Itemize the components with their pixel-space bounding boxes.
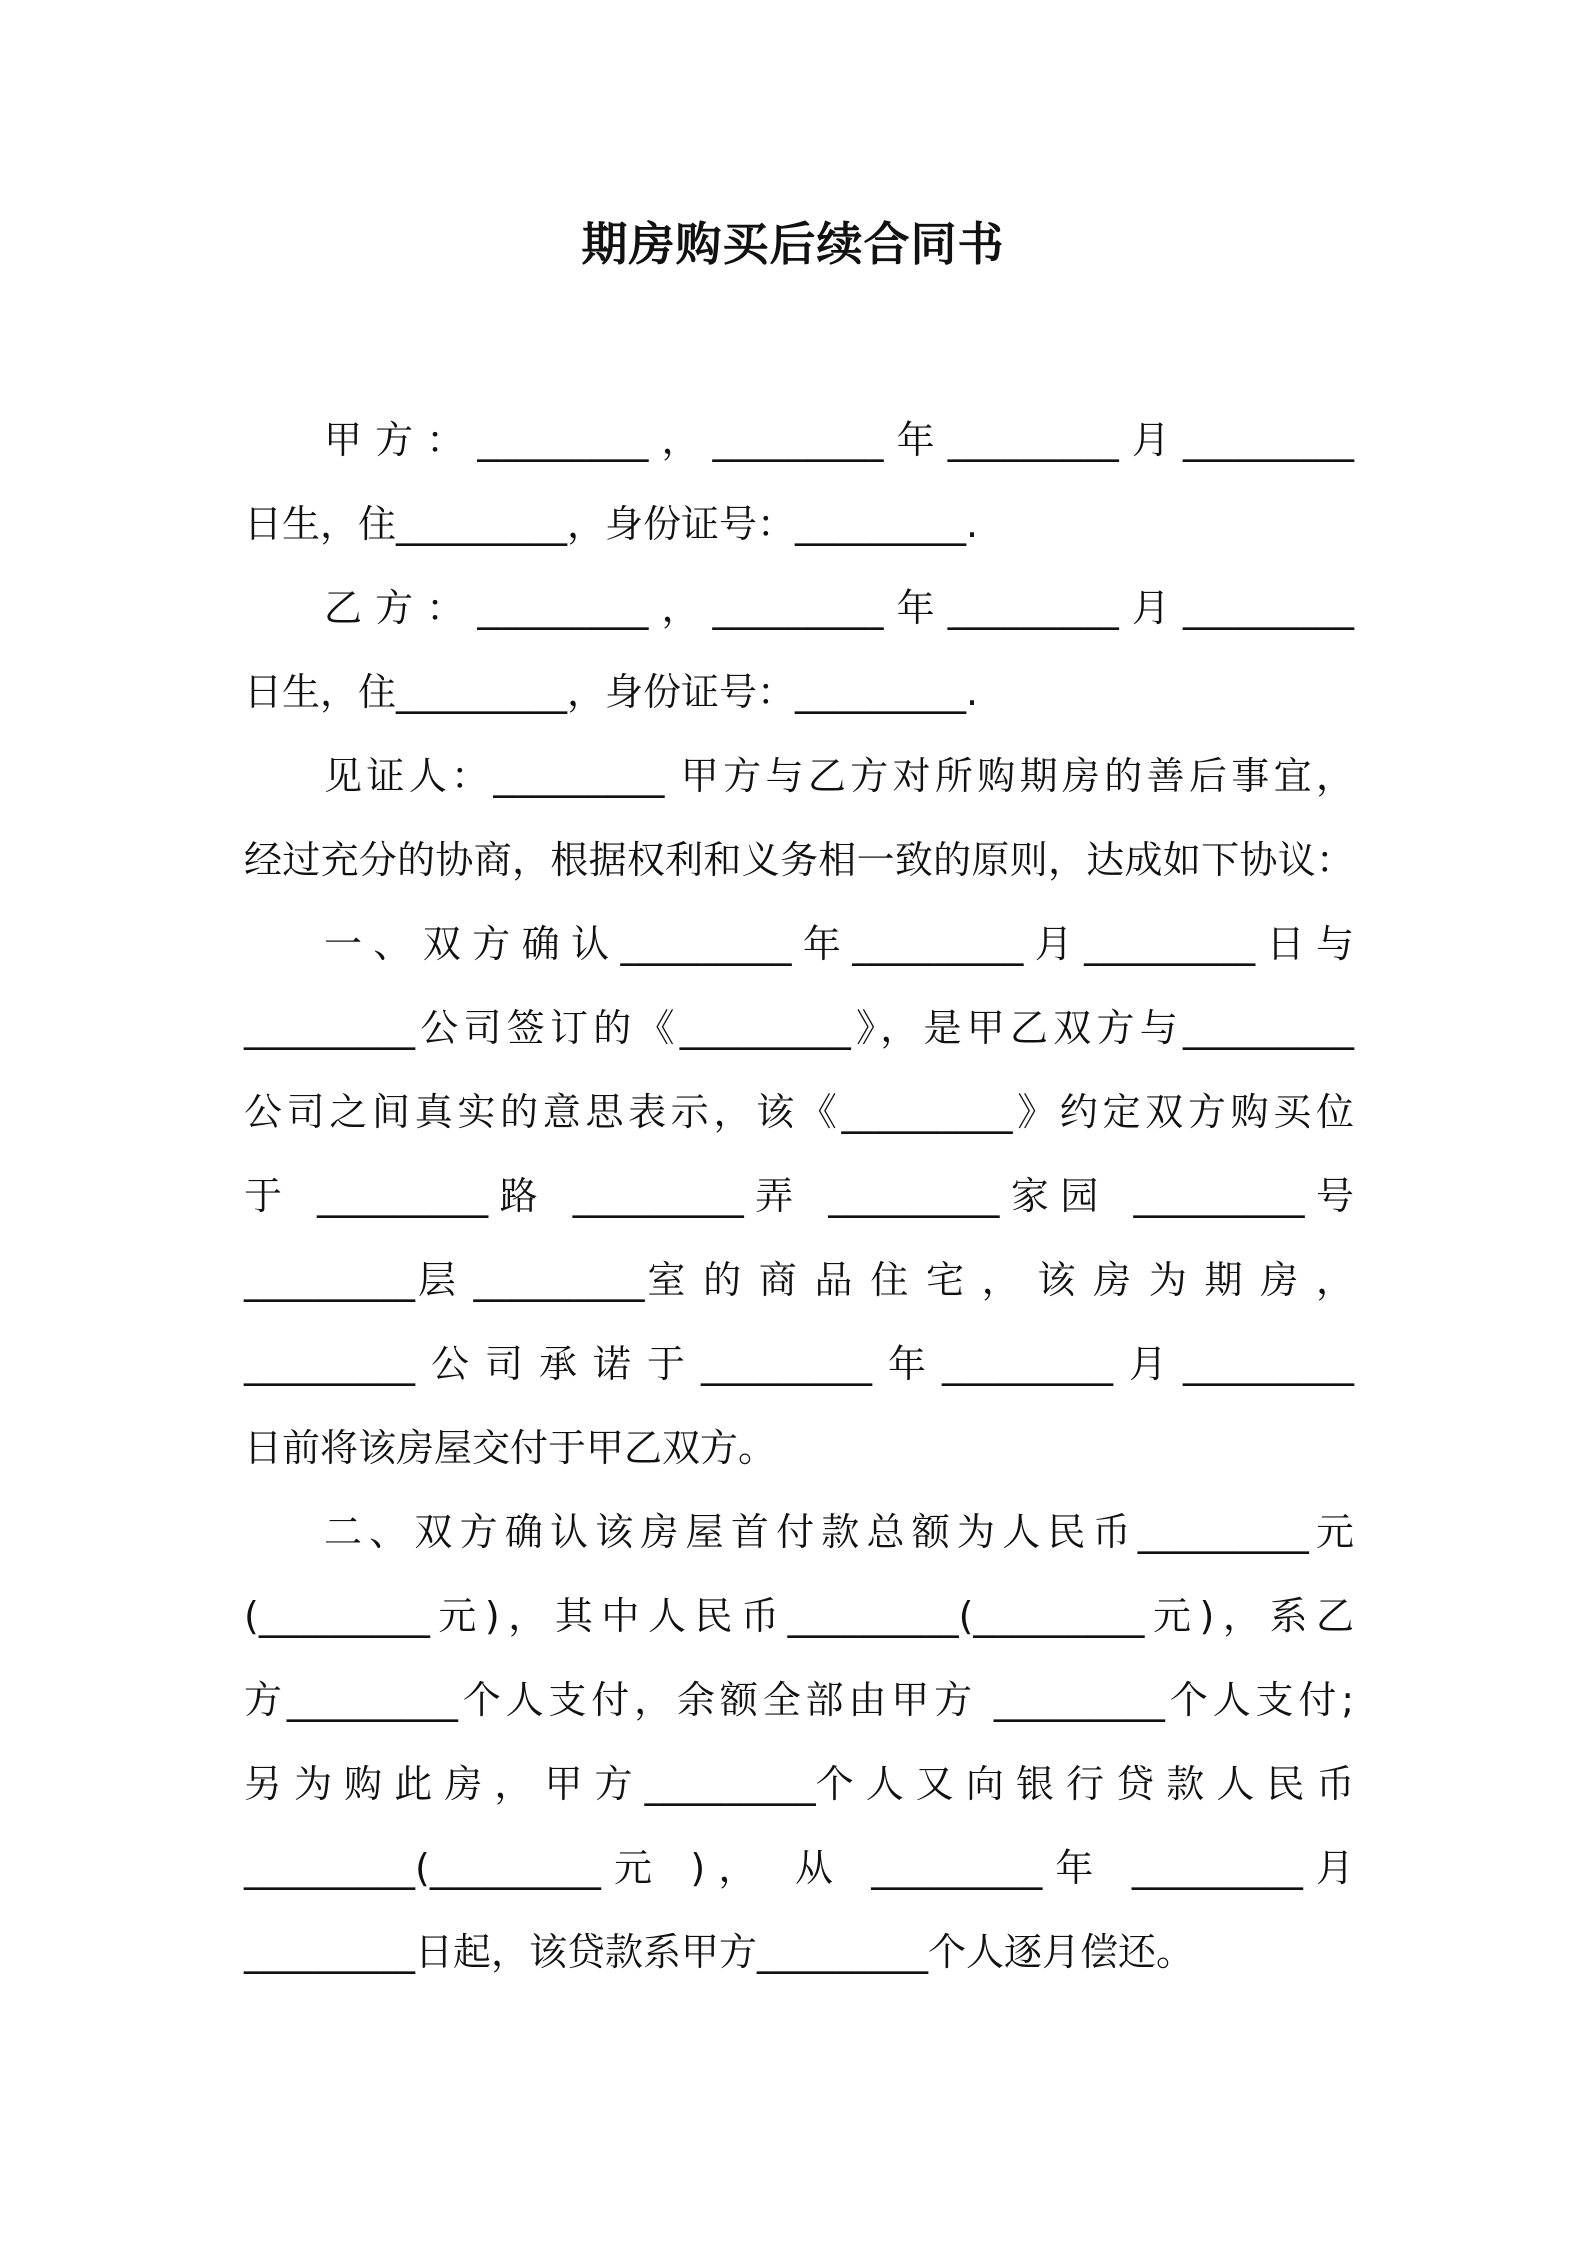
- witness-line: 见证人：_________ 甲方与乙方对所购期房的善后事宜，: [324, 754, 1354, 798]
- clause-1-line-4: 于 _________路 _________弄 _________家园 _________号: [244, 1174, 1354, 1218]
- clause-1-line-1: 一、双方确认_________年_________月_________日与: [324, 922, 1354, 966]
- clause-1-line-2: _________公司签订的《_________》，是甲乙双方与_________: [244, 1006, 1354, 1050]
- clause-1-line-5: _________层 _________室 的 商 品 住 宅 ， 该 房 为 期 房 ，: [244, 1258, 1354, 1302]
- clause-1-line-6: _________公司承诺于_________年_________月_________: [244, 1342, 1354, 1386]
- party-b-line: 乙方：_________，_________年_________月_________: [324, 586, 1354, 630]
- party-a-detail-line: 日生，住_________，身份证号：_________.: [244, 502, 979, 546]
- clause-1-line-7: 日前将该房屋交付于甲乙双方。: [244, 1426, 777, 1470]
- party-b-detail-line: 日生，住_________，身份证号：_________.: [244, 670, 979, 714]
- clause-1-line-3: 公司之间真实的意思表示，该《_________》约定双方购买位: [244, 1090, 1354, 1134]
- clause-2-line-4: 另 为 购 此 房 ， 甲 方 _________个 人 又 向 银 行 贷 款 人 民 币: [244, 1762, 1355, 1806]
- clause-2-line-3: 方_________个人支付，余额全部由甲方 _________个人支付;: [244, 1678, 1354, 1722]
- party-a-line: 甲方：_________，_________年_________月_________: [324, 418, 1354, 462]
- clause-2-line-6: _________日起，该贷款系甲方_________个人逐月偿还。: [244, 1930, 1195, 1974]
- document-title: 期房购买后续合同书: [581, 217, 1005, 271]
- clause-2-line-2: (_________元)，其中人民币_________(_________元)，系乙: [244, 1594, 1354, 1638]
- clause-2-line-5: _________(_________元 )， 从 _________年 _________月: [244, 1846, 1354, 1890]
- preamble-line: 经过充分的协商，根据权利和义务相一致的原则，达成如下协议：: [244, 838, 1354, 882]
- clause-2-line-1: 二、双方确认该房屋首付款总额为人民币_________元: [324, 1510, 1354, 1554]
